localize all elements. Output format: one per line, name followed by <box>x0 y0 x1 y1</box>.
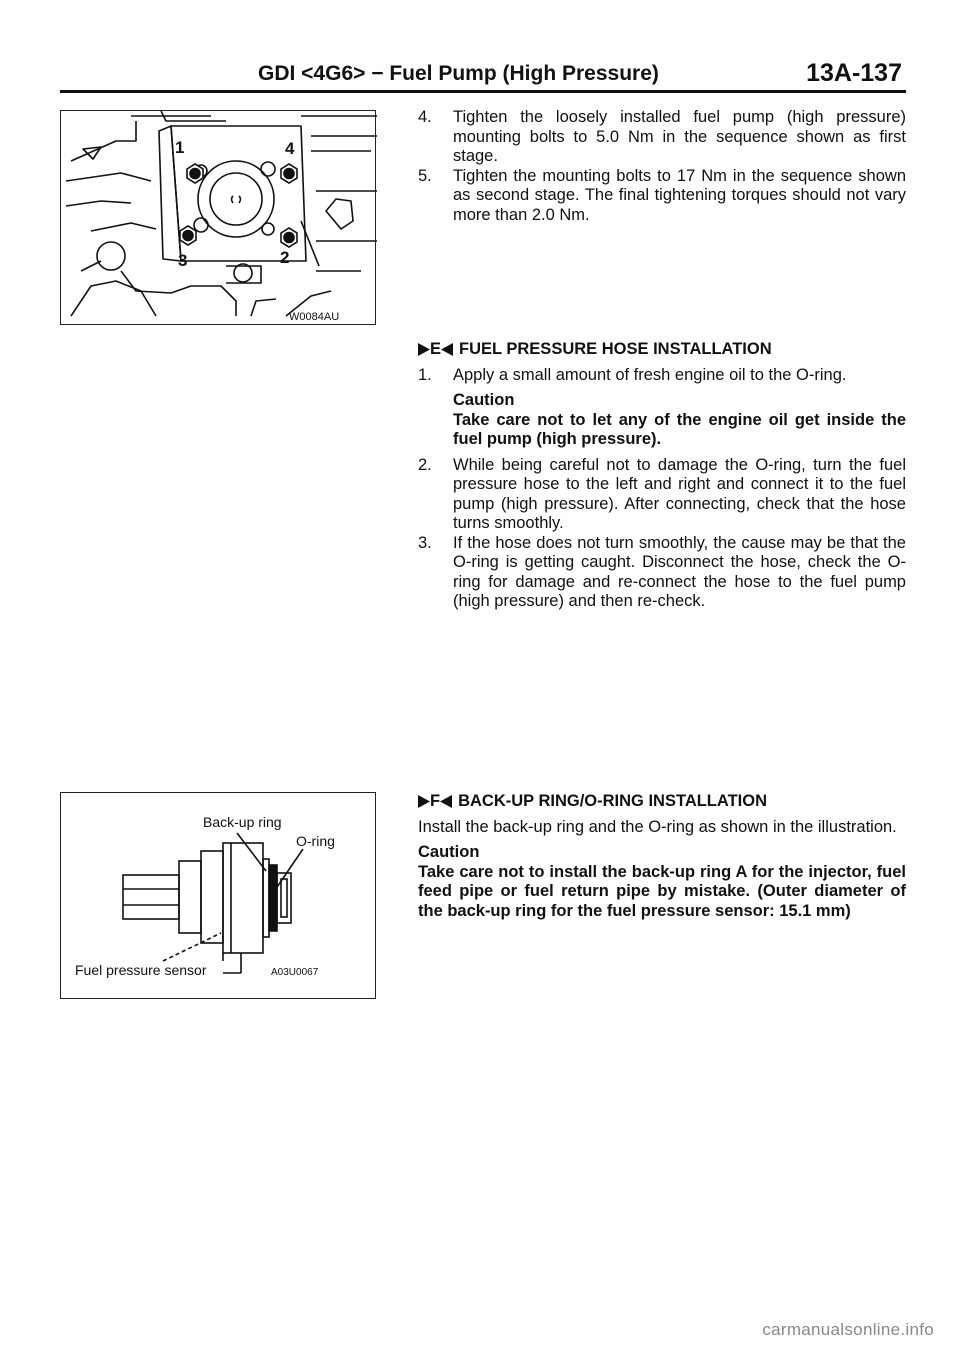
fuel-pump-bolt-diagram <box>60 110 376 325</box>
fuel-pressure-sensor-illustration <box>61 793 377 1000</box>
bolt-label-3: 3 <box>178 251 188 270</box>
left-triangle-icon <box>440 795 452 808</box>
step-number: 5. <box>418 166 432 185</box>
section-title: BACK-UP RING/O-RING INSTALLATION <box>458 792 767 810</box>
step-number: 4. <box>418 108 432 126</box>
section-e-heading <box>418 340 906 360</box>
step-text: Tighten the mounting bolts to 17 Nm in the sequence shown as second stage. The final tightening torques should not vary more than 2.0 Nm. <box>453 166 906 224</box>
backup-ring-diagram <box>60 792 376 999</box>
bolt-4-icon <box>281 164 297 183</box>
section-letter: E <box>430 340 442 358</box>
bolt-label-2: 2 <box>280 248 290 267</box>
left-triangle-icon <box>441 343 453 356</box>
section-title: FUEL PRESSURE HOSE INSTALLATION <box>459 340 772 358</box>
right-triangle-icon <box>418 343 430 356</box>
caution-heading: Caution <box>453 391 515 409</box>
fuel-pump-illustration <box>61 111 377 326</box>
figure-code: W0084AU <box>289 311 340 323</box>
fuel-pressure-sensor-label: Fuel pressure sensor <box>75 962 207 978</box>
o-ring-label: O-ring <box>296 833 335 849</box>
page-title: GDI <4G6> − Fuel Pump (High Pressure) <box>258 62 659 85</box>
steps-top <box>418 108 906 225</box>
list-item <box>418 366 906 386</box>
caution-heading: Caution <box>418 843 480 861</box>
step-number: 3. <box>418 533 432 552</box>
section-f-heading <box>418 792 906 812</box>
caution-text: Take care not to let any of the engine oil get inside the fuel pump (high pressure). <box>453 410 906 448</box>
step-number: 2. <box>418 455 432 474</box>
bolt-1-icon <box>187 164 203 183</box>
section-letter: F <box>430 792 441 810</box>
section-f <box>418 792 906 921</box>
section-e <box>418 340 906 612</box>
list-item <box>418 456 906 534</box>
step-text: Apply a small amount of fresh engine oil to the O-ring. <box>453 365 847 384</box>
backup-ring-label: Back-up ring <box>203 814 282 830</box>
paragraph: Install the back-up ring and the O-ring as shown in the illustration. <box>418 817 897 836</box>
watermark: carmanualsonline.info <box>762 1320 934 1339</box>
bolt-2-icon <box>281 228 297 247</box>
list-item <box>418 108 906 167</box>
header-rule <box>60 90 906 93</box>
step-text: Tighten the loosely installed fuel pump (high pressure) mounting bolts to 5.0 Nm in the sequence shown as first stage. <box>453 108 906 165</box>
step-text: While being careful not to damage the O-ring, turn the fuel pressure hose to the left and right and connect it to the fuel pump (high pressure). After connecting, check that the hose turns smoothly. <box>453 455 906 532</box>
right-triangle-icon <box>418 795 430 808</box>
list-item <box>418 534 906 612</box>
step-text: If the hose does not turn smoothly, the cause may be that the O-ring is getting caught. Disconnect the hose, check the O-ring for damage and re-connect the hose to the fuel pump (high pressure) and then re-check. <box>453 533 906 610</box>
bolt-label-4: 4 <box>285 139 295 158</box>
step-number: 1. <box>418 365 432 384</box>
bolt-label-1: 1 <box>175 138 185 157</box>
caution-text: Take care not to install the back-up ring A for the injector, fuel feed pipe or fuel return pipe by mistake. (Outer diameter of the back-up ring for the fuel pressure sensor: 15.1 mm) <box>418 862 906 920</box>
page-number: 13A-137 <box>806 59 902 87</box>
list-item <box>418 167 906 226</box>
figure-code: A03U0067 <box>271 967 319 978</box>
bolt-3-icon <box>180 226 196 245</box>
